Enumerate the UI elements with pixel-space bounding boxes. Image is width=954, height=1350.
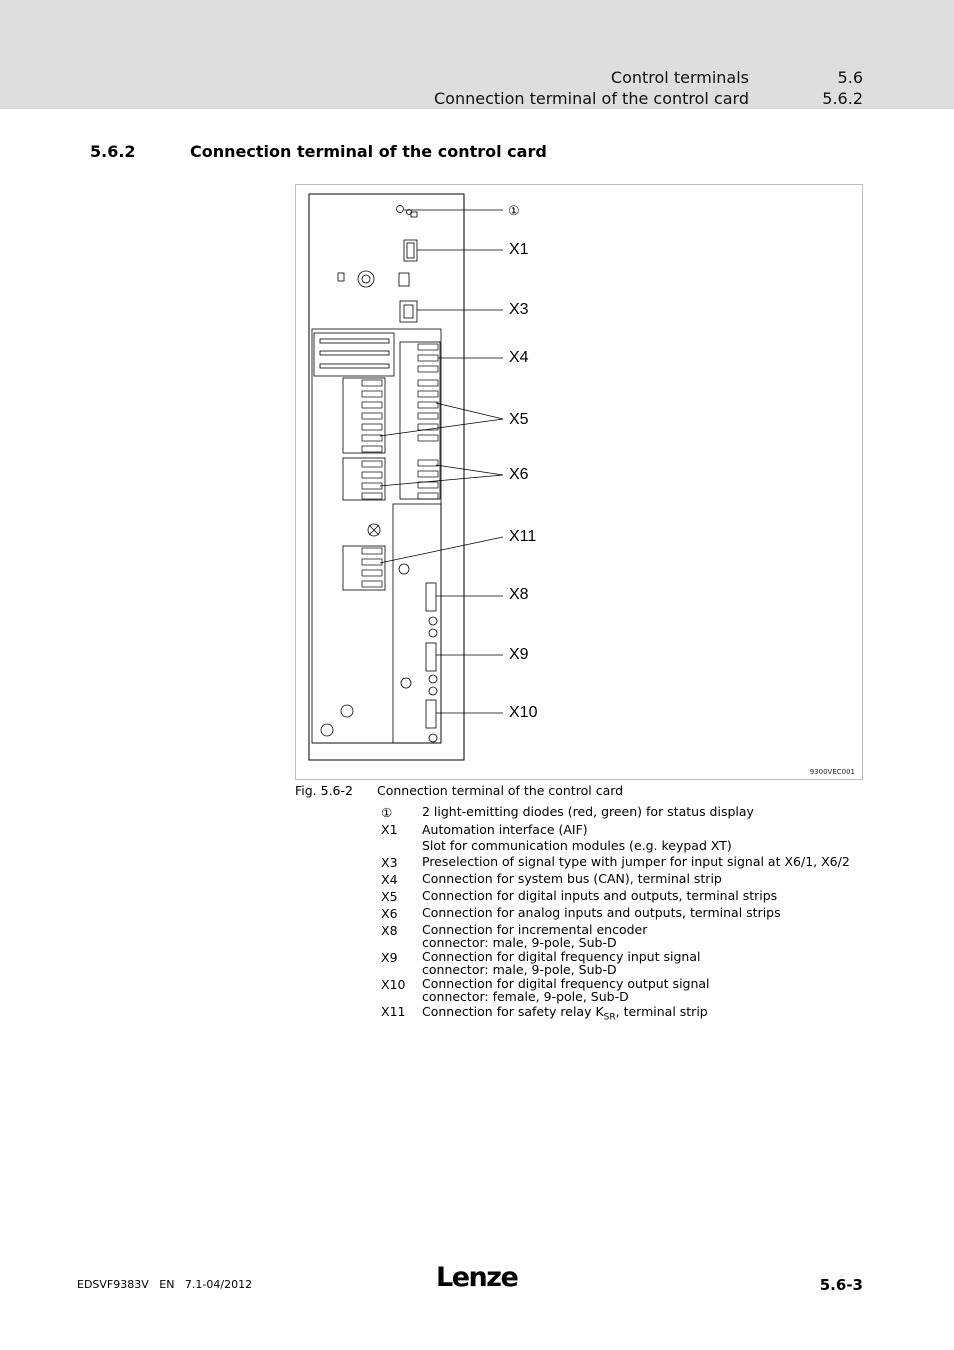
callout-x11: X11	[509, 528, 537, 545]
section-number: 5.6.2	[90, 142, 136, 161]
legend-text: , terminal strip	[615, 1004, 708, 1019]
header-section-number: 5.6.2	[822, 89, 863, 108]
callout-led: ①	[508, 203, 520, 218]
legend-text: Connection for digital frequency output signal	[422, 976, 710, 991]
callout-x5: X5	[509, 411, 529, 428]
figure-frame	[295, 184, 863, 780]
legend-key: X5	[381, 889, 398, 904]
section-title: Connection terminal of the control card	[190, 142, 547, 161]
legend-text: Connection for digital inputs and outputs, terminal strips	[422, 888, 778, 903]
legend-item	[381, 889, 861, 905]
header-chapter-number: 5.6	[837, 68, 863, 87]
footer-document-id: EDSVF9383V EN 7.1-04/2012	[77, 1278, 253, 1291]
figure-caption-text: Connection terminal of the control card	[377, 783, 624, 798]
header-chapter-title: Control terminals	[610, 68, 749, 87]
legend-item	[381, 822, 861, 854]
legend-text: Connection for system bus (CAN), terminal strip	[422, 871, 722, 886]
callout-x1: X1	[509, 241, 529, 258]
legend-text: Connection for incremental encoder	[422, 922, 648, 937]
callout-x3: X3	[509, 301, 529, 318]
legend-key: X11	[381, 1004, 406, 1019]
callout-x6: X6	[509, 466, 529, 483]
legend-key: X9	[381, 950, 398, 965]
callout-x10: X10	[509, 704, 538, 721]
lenze-logo: Lenze	[436, 1262, 518, 1293]
legend-text: 2 light-emitting diodes (red, green) for status display	[422, 804, 754, 819]
legend-text: connector: female, 9-pole, Sub-D	[422, 989, 629, 1004]
legend-item	[381, 977, 861, 1003]
callout-x9: X9	[509, 646, 529, 663]
header-section-title: Connection terminal of the control card	[434, 89, 749, 108]
legend-text: Connection for safety relay K	[422, 1004, 604, 1019]
legend-item	[381, 805, 861, 821]
legend-key: X3	[381, 855, 398, 870]
legend-text: Connection for digital frequency input signal	[422, 949, 701, 964]
figure-caption-label: Fig. 5.6-2	[295, 783, 353, 798]
control-card-diagram	[296, 185, 864, 781]
legend-item	[381, 906, 861, 922]
callout-x8: X8	[509, 586, 529, 603]
legend-item	[381, 950, 861, 976]
legend-text: Preselection of signal type with jumper for input signal at X6/1, X6/2	[422, 854, 850, 869]
legend-key: X6	[381, 906, 398, 921]
legend-item	[381, 1004, 861, 1026]
legend-key: X4	[381, 872, 398, 887]
page-header	[0, 0, 954, 109]
legend-key: X10	[381, 977, 406, 992]
legend-key: X8	[381, 923, 398, 938]
legend-text: Connection for analog inputs and outputs, terminal strips	[422, 905, 781, 920]
legend-item	[381, 872, 861, 888]
legend-text: connector: male, 9-pole, Sub-D	[422, 935, 617, 950]
figure-code: 9300VEC001	[809, 768, 855, 776]
legend-key: X1	[381, 822, 398, 837]
legend-subscript: SR	[603, 1012, 616, 1023]
legend-text: Slot for communication modules (e.g. keypad XT)	[422, 838, 732, 853]
legend-text: Automation interface (AIF)	[422, 822, 588, 837]
legend-key: ①	[381, 805, 393, 820]
callout-x4: X4	[509, 349, 529, 366]
legend-item	[381, 855, 861, 871]
legend-item	[381, 923, 861, 949]
legend-text: connector: male, 9-pole, Sub-D	[422, 962, 617, 977]
figure-legend	[381, 805, 861, 1027]
footer-page-number: 5.6-3	[819, 1276, 863, 1294]
